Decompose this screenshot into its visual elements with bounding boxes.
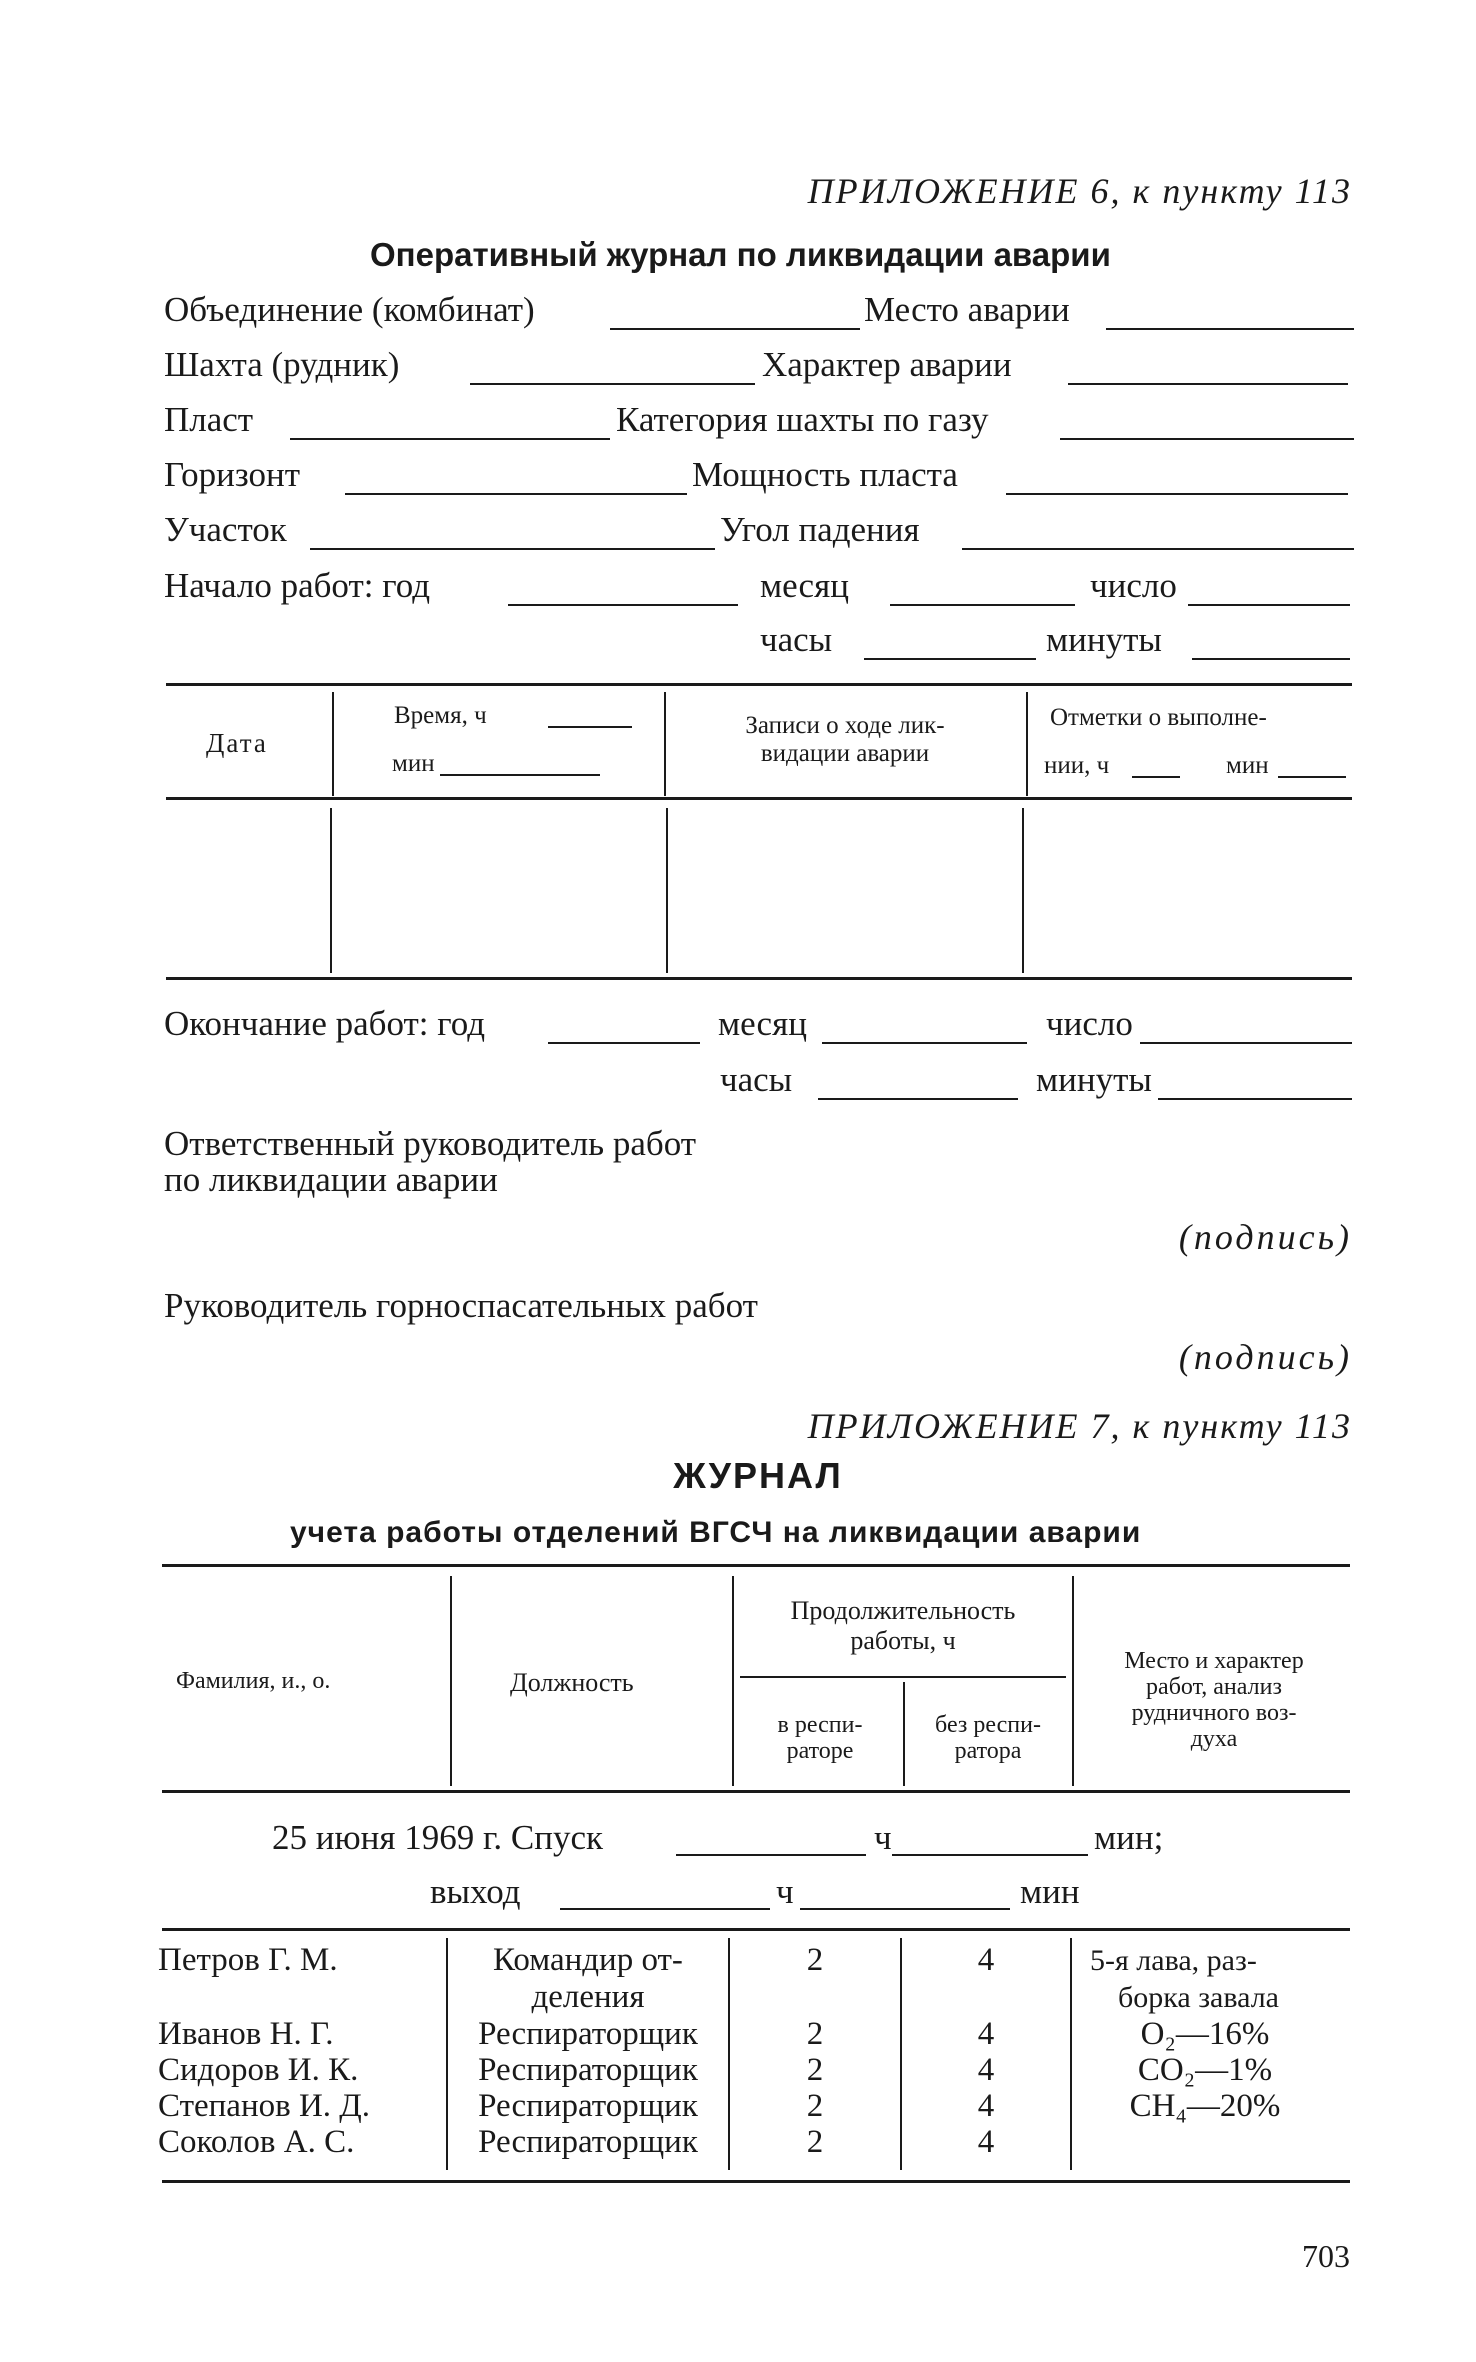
responsible-line-1: Ответственный руководитель работ — [164, 1124, 697, 1163]
rescue-head-label: Руководитель горноспасательных работ — [164, 1286, 758, 1325]
association-label: Объединение (комбинат) — [164, 290, 535, 329]
row-3-in: 2 — [806, 2052, 824, 2088]
log-table-bottom-rule — [166, 977, 1352, 980]
horizon-label: Горизонт — [164, 455, 301, 494]
col-marks-h: нии, ч — [1044, 752, 1110, 779]
row-4-in: 2 — [806, 2088, 824, 2124]
col-marks-line-1: Отметки о выполне- — [1050, 704, 1267, 731]
log-table-header-rule — [166, 797, 1352, 800]
journal-divider-2 — [732, 1576, 734, 1786]
journal-duration-rule — [740, 1676, 1066, 1678]
exit-min-label: мин — [1020, 1872, 1080, 1911]
start-month-blank[interactable] — [890, 604, 1075, 606]
row-1-position — [452, 1942, 724, 2016]
start-day-label: число — [1090, 566, 1177, 605]
end-day-label: число — [1046, 1004, 1133, 1043]
section-blank[interactable] — [310, 548, 715, 550]
responsible-line-2: по ликвидации аварии — [164, 1160, 498, 1199]
row-4-name: Степанов И. Д. — [158, 2088, 371, 2124]
end-month-label: месяц — [718, 1004, 807, 1043]
gas-category-blank[interactable] — [1060, 438, 1354, 440]
row-4-gas: CH₄—20% — [1129, 2088, 1281, 2124]
journal-body-divider-4 — [1070, 1938, 1072, 2170]
exit-min-blank[interactable] — [800, 1908, 1010, 1910]
col-time-h: Время, ч — [394, 702, 487, 729]
row-5-in: 2 — [806, 2124, 824, 2160]
log-table-body-divider-3 — [1022, 808, 1024, 973]
row-1-in: 2 — [806, 1942, 824, 1978]
start-month-label: месяц — [760, 566, 849, 605]
col-place-line-1: Место и характер — [1124, 1648, 1304, 1674]
log-table-divider-3 — [1026, 692, 1028, 796]
row-3-position: Респираторщик — [478, 2052, 698, 2088]
journal-body-divider-2 — [728, 1938, 730, 2170]
signature-2: (подпись) — [1178, 1337, 1352, 1377]
row-2-out: 4 — [977, 2016, 995, 2052]
col-time-min: мин — [392, 750, 435, 777]
col-in-respirator — [740, 1712, 900, 1764]
accident-place-label: Место аварии — [864, 290, 1070, 329]
signature-1: (подпись) — [1178, 1217, 1352, 1257]
end-minutes-label: минуты — [1036, 1060, 1152, 1099]
descent-min-blank[interactable] — [892, 1854, 1088, 1856]
col-duration-line-1: Продолжительность — [790, 1596, 1016, 1625]
journal-body-divider-1 — [446, 1938, 448, 2170]
start-hours-blank[interactable] — [864, 658, 1036, 660]
col-marks-min: мин — [1226, 752, 1269, 779]
row-5-out: 4 — [977, 2124, 995, 2160]
page-number: 703 — [1302, 2238, 1350, 2274]
mine-label: Шахта (рудник) — [164, 345, 400, 384]
col-no-respirator — [906, 1712, 1070, 1764]
dip-angle-blank[interactable] — [962, 548, 1354, 550]
journal-header-rule — [162, 1790, 1350, 1793]
row-2-name: Иванов Н. Г. — [158, 2016, 334, 2052]
col-duration-line-2: работы, ч — [850, 1626, 956, 1655]
exit-label: выход — [430, 1872, 521, 1911]
descent-h-blank[interactable] — [676, 1854, 866, 1856]
start-minutes-label: минуты — [1046, 620, 1162, 659]
col-no-respirator-line-1: без респи- — [935, 1712, 1041, 1738]
start-hours-label: часы — [760, 620, 833, 659]
accident-place-blank[interactable] — [1106, 328, 1354, 330]
row-3-out: 4 — [977, 2052, 995, 2088]
row-1-out: 4 — [977, 1942, 995, 1978]
end-day-blank[interactable] — [1140, 1042, 1352, 1044]
journal-divider-3 — [1072, 1576, 1074, 1786]
col-place-line-4: духа — [1190, 1726, 1238, 1752]
end-hours-label: часы — [720, 1060, 793, 1099]
journal-body-top-rule — [162, 1928, 1350, 1931]
mine-blank[interactable] — [470, 383, 755, 385]
journal-top-rule — [162, 1564, 1350, 1567]
col-records-line-1: Записи о ходе лик- — [745, 712, 945, 739]
accident-type-blank[interactable] — [1068, 383, 1348, 385]
end-month-blank[interactable] — [822, 1042, 1027, 1044]
log-table-divider-2 — [664, 692, 666, 796]
seam-blank[interactable] — [290, 438, 610, 440]
start-day-blank[interactable] — [1188, 604, 1350, 606]
row-4-position: Респираторщик — [478, 2088, 698, 2124]
col-name: Фамилия, и., о. — [176, 1668, 331, 1694]
row-2-gas: O₂—16% — [1140, 2016, 1270, 2052]
row-5-name: Соколов А. С. — [158, 2124, 355, 2160]
col-marks-min-blank[interactable] — [1278, 776, 1346, 778]
col-place — [1076, 1648, 1352, 1752]
row-2-in: 2 — [806, 2016, 824, 2052]
row-1-name: Петров Г. М. — [158, 1942, 338, 1978]
end-year-label: Окончание работ: год — [164, 1004, 486, 1043]
col-place-line-2: работ, анализ — [1146, 1674, 1282, 1700]
start-minutes-blank[interactable] — [1192, 658, 1350, 660]
row-4-out: 4 — [977, 2088, 995, 2124]
descent-h-label: ч — [874, 1818, 892, 1857]
horizon-blank[interactable] — [345, 493, 687, 495]
col-time-min-blank[interactable] — [440, 774, 600, 776]
journal-heading: ЖУРНАЛ — [673, 1455, 843, 1496]
journal-subheading: учета работы отделений ВГСЧ на ликвидации аварии — [290, 1516, 1142, 1549]
col-in-respirator-line-2: раторе — [786, 1738, 854, 1764]
journal-divider-sub — [903, 1682, 905, 1786]
association-blank[interactable] — [610, 328, 860, 330]
col-records-line-2: видации аварии — [760, 740, 930, 767]
row-3-gas: CO₂—1% — [1137, 2052, 1273, 2088]
section-label: Участок — [164, 510, 287, 549]
seam-thickness-label: Мощность пласта — [692, 455, 958, 494]
col-time-h-blank[interactable] — [548, 726, 632, 728]
end-minutes-blank[interactable] — [1158, 1098, 1352, 1100]
dip-angle-label: Угол падения — [720, 510, 920, 549]
log-table-body-divider-1 — [330, 808, 332, 973]
start-year-blank[interactable] — [508, 604, 738, 606]
col-in-respirator-line-1: в респи- — [777, 1712, 863, 1738]
row-3-name: Сидоров И. К. — [158, 2052, 359, 2088]
col-date: Дата — [206, 728, 268, 758]
row-1-place-line-2: борка завала — [1118, 1981, 1280, 2014]
row-1-position-line-1: Командир от- — [493, 1942, 683, 1978]
start-year-label: Начало работ: год — [164, 566, 431, 605]
descent-label: 25 июня 1969 г. Спуск — [272, 1818, 603, 1857]
col-position: Должность — [510, 1668, 634, 1697]
col-duration — [740, 1596, 1066, 1656]
log-table-divider-1 — [332, 692, 334, 796]
operational-log-heading: Оперативный журнал по ликвидации аварии — [370, 236, 1111, 273]
end-hours-blank[interactable] — [818, 1098, 1018, 1100]
row-1-position-line-2: деления — [531, 1979, 645, 2015]
col-place-line-3: рудничного воз- — [1131, 1700, 1297, 1726]
gas-category-label: Категория шахты по газу — [616, 400, 989, 439]
exit-h-label: ч — [776, 1872, 794, 1911]
row-5-position: Респираторщик — [478, 2124, 698, 2160]
log-table-top-rule — [166, 683, 1352, 686]
journal-divider-1 — [450, 1576, 452, 1786]
end-year-blank[interactable] — [548, 1042, 700, 1044]
journal-body-divider-3 — [900, 1938, 902, 2170]
exit-h-blank[interactable] — [560, 1908, 770, 1910]
appendix-7-title: ПРИЛОЖЕНИЕ 7, к пункту 113 — [807, 1406, 1352, 1446]
log-table-body-divider-2 — [666, 808, 668, 973]
descent-min-label: мин; — [1094, 1818, 1164, 1857]
appendix-6-title: ПРИЛОЖЕНИЕ 6, к пункту 113 — [807, 171, 1352, 211]
col-marks-h-blank[interactable] — [1132, 776, 1180, 778]
seam-thickness-blank[interactable] — [1006, 493, 1348, 495]
journal-bottom-rule — [162, 2180, 1350, 2183]
row-2-position: Респираторщик — [478, 2016, 698, 2052]
seam-label: Пласт — [164, 400, 254, 439]
row-1-place — [1090, 1942, 1279, 2016]
col-no-respirator-line-2: ратора — [954, 1738, 1022, 1764]
row-1-place-line-1: 5-я лава, раз- — [1090, 1944, 1257, 1977]
accident-type-label: Характер аварии — [762, 345, 1012, 384]
col-records — [680, 712, 1010, 768]
